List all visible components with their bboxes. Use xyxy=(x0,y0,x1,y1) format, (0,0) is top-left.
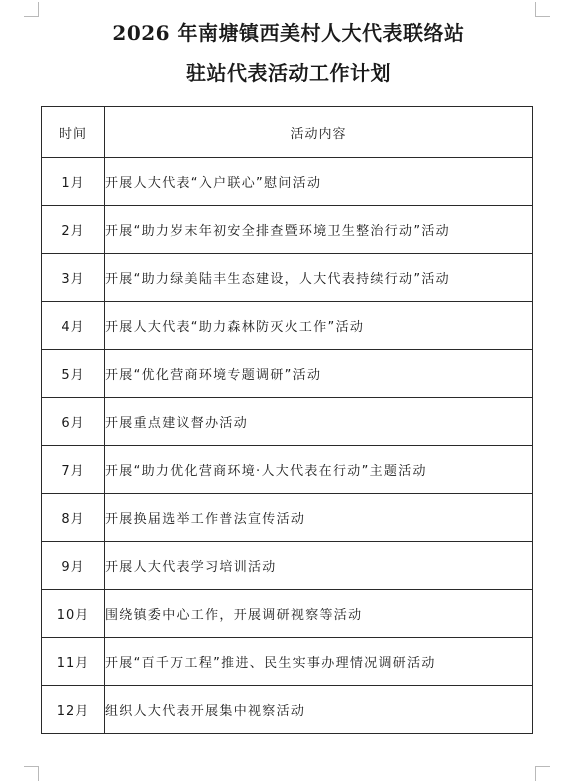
month-cell: 11月 xyxy=(42,638,105,686)
activity-cell: 开展“优化营商环境专题调研”活动 xyxy=(105,350,533,398)
month-cell: 1月 xyxy=(42,158,105,206)
activity-cell: 围绕镇委中心工作，开展调研视察等活动 xyxy=(105,590,533,638)
table-row xyxy=(42,446,533,494)
table-row xyxy=(42,158,533,206)
page-corner-mark-top-right xyxy=(535,2,550,17)
document-subtitle: 驻站代表活动工作计划 xyxy=(186,61,391,85)
table-row xyxy=(42,494,533,542)
table-row xyxy=(42,686,533,734)
month-cell: 9月 xyxy=(42,542,105,590)
table-row xyxy=(42,302,533,350)
month-cell: 6月 xyxy=(42,398,105,446)
activity-cell: 组织人大代表开展集中视察活动 xyxy=(105,686,533,734)
table-header-row xyxy=(42,107,533,158)
table-row xyxy=(42,350,533,398)
activity-cell: 开展“百千万工程”推进、民生实事办理情况调研活动 xyxy=(105,638,533,686)
table-row xyxy=(42,638,533,686)
table-row xyxy=(42,206,533,254)
activity-cell: 开展“助力绿美陆丰生态建设，人大代表持续行动”活动 xyxy=(105,254,533,302)
page-corner-mark-bottom-right xyxy=(535,766,550,781)
activity-cell: 开展换届选举工作普法宣传活动 xyxy=(105,494,533,542)
activity-cell: 开展重点建议督办活动 xyxy=(105,398,533,446)
table-row xyxy=(42,254,533,302)
header-time: 时间 xyxy=(42,107,105,158)
month-cell: 8月 xyxy=(42,494,105,542)
activity-cell: 开展“助力优化营商环境·人大代表在行动”主题活动 xyxy=(105,446,533,494)
header-activity: 活动内容 xyxy=(105,107,533,158)
month-cell: 10月 xyxy=(42,590,105,638)
table-row xyxy=(42,590,533,638)
table-row xyxy=(42,398,533,446)
month-cell: 7月 xyxy=(42,446,105,494)
month-cell: 4月 xyxy=(42,302,105,350)
activity-cell: 开展人大代表学习培训活动 xyxy=(105,542,533,590)
month-cell: 3月 xyxy=(42,254,105,302)
month-cell: 5月 xyxy=(42,350,105,398)
activity-cell: 开展人大代表“入户联心”慰问活动 xyxy=(105,158,533,206)
page-corner-mark-top-left xyxy=(24,2,39,17)
month-cell: 12月 xyxy=(42,686,105,734)
page-corner-mark-bottom-left xyxy=(24,766,39,781)
document-title: 2026 年南塘镇西美村人大代表联络站 xyxy=(112,21,465,45)
activity-schedule-table xyxy=(41,106,533,734)
activity-cell: 开展“助力岁末年初安全排查暨环境卫生整治行动”活动 xyxy=(105,206,533,254)
activity-cell: 开展人大代表“助力森林防灭火工作”活动 xyxy=(105,302,533,350)
month-cell: 2月 xyxy=(42,206,105,254)
table-row xyxy=(42,542,533,590)
